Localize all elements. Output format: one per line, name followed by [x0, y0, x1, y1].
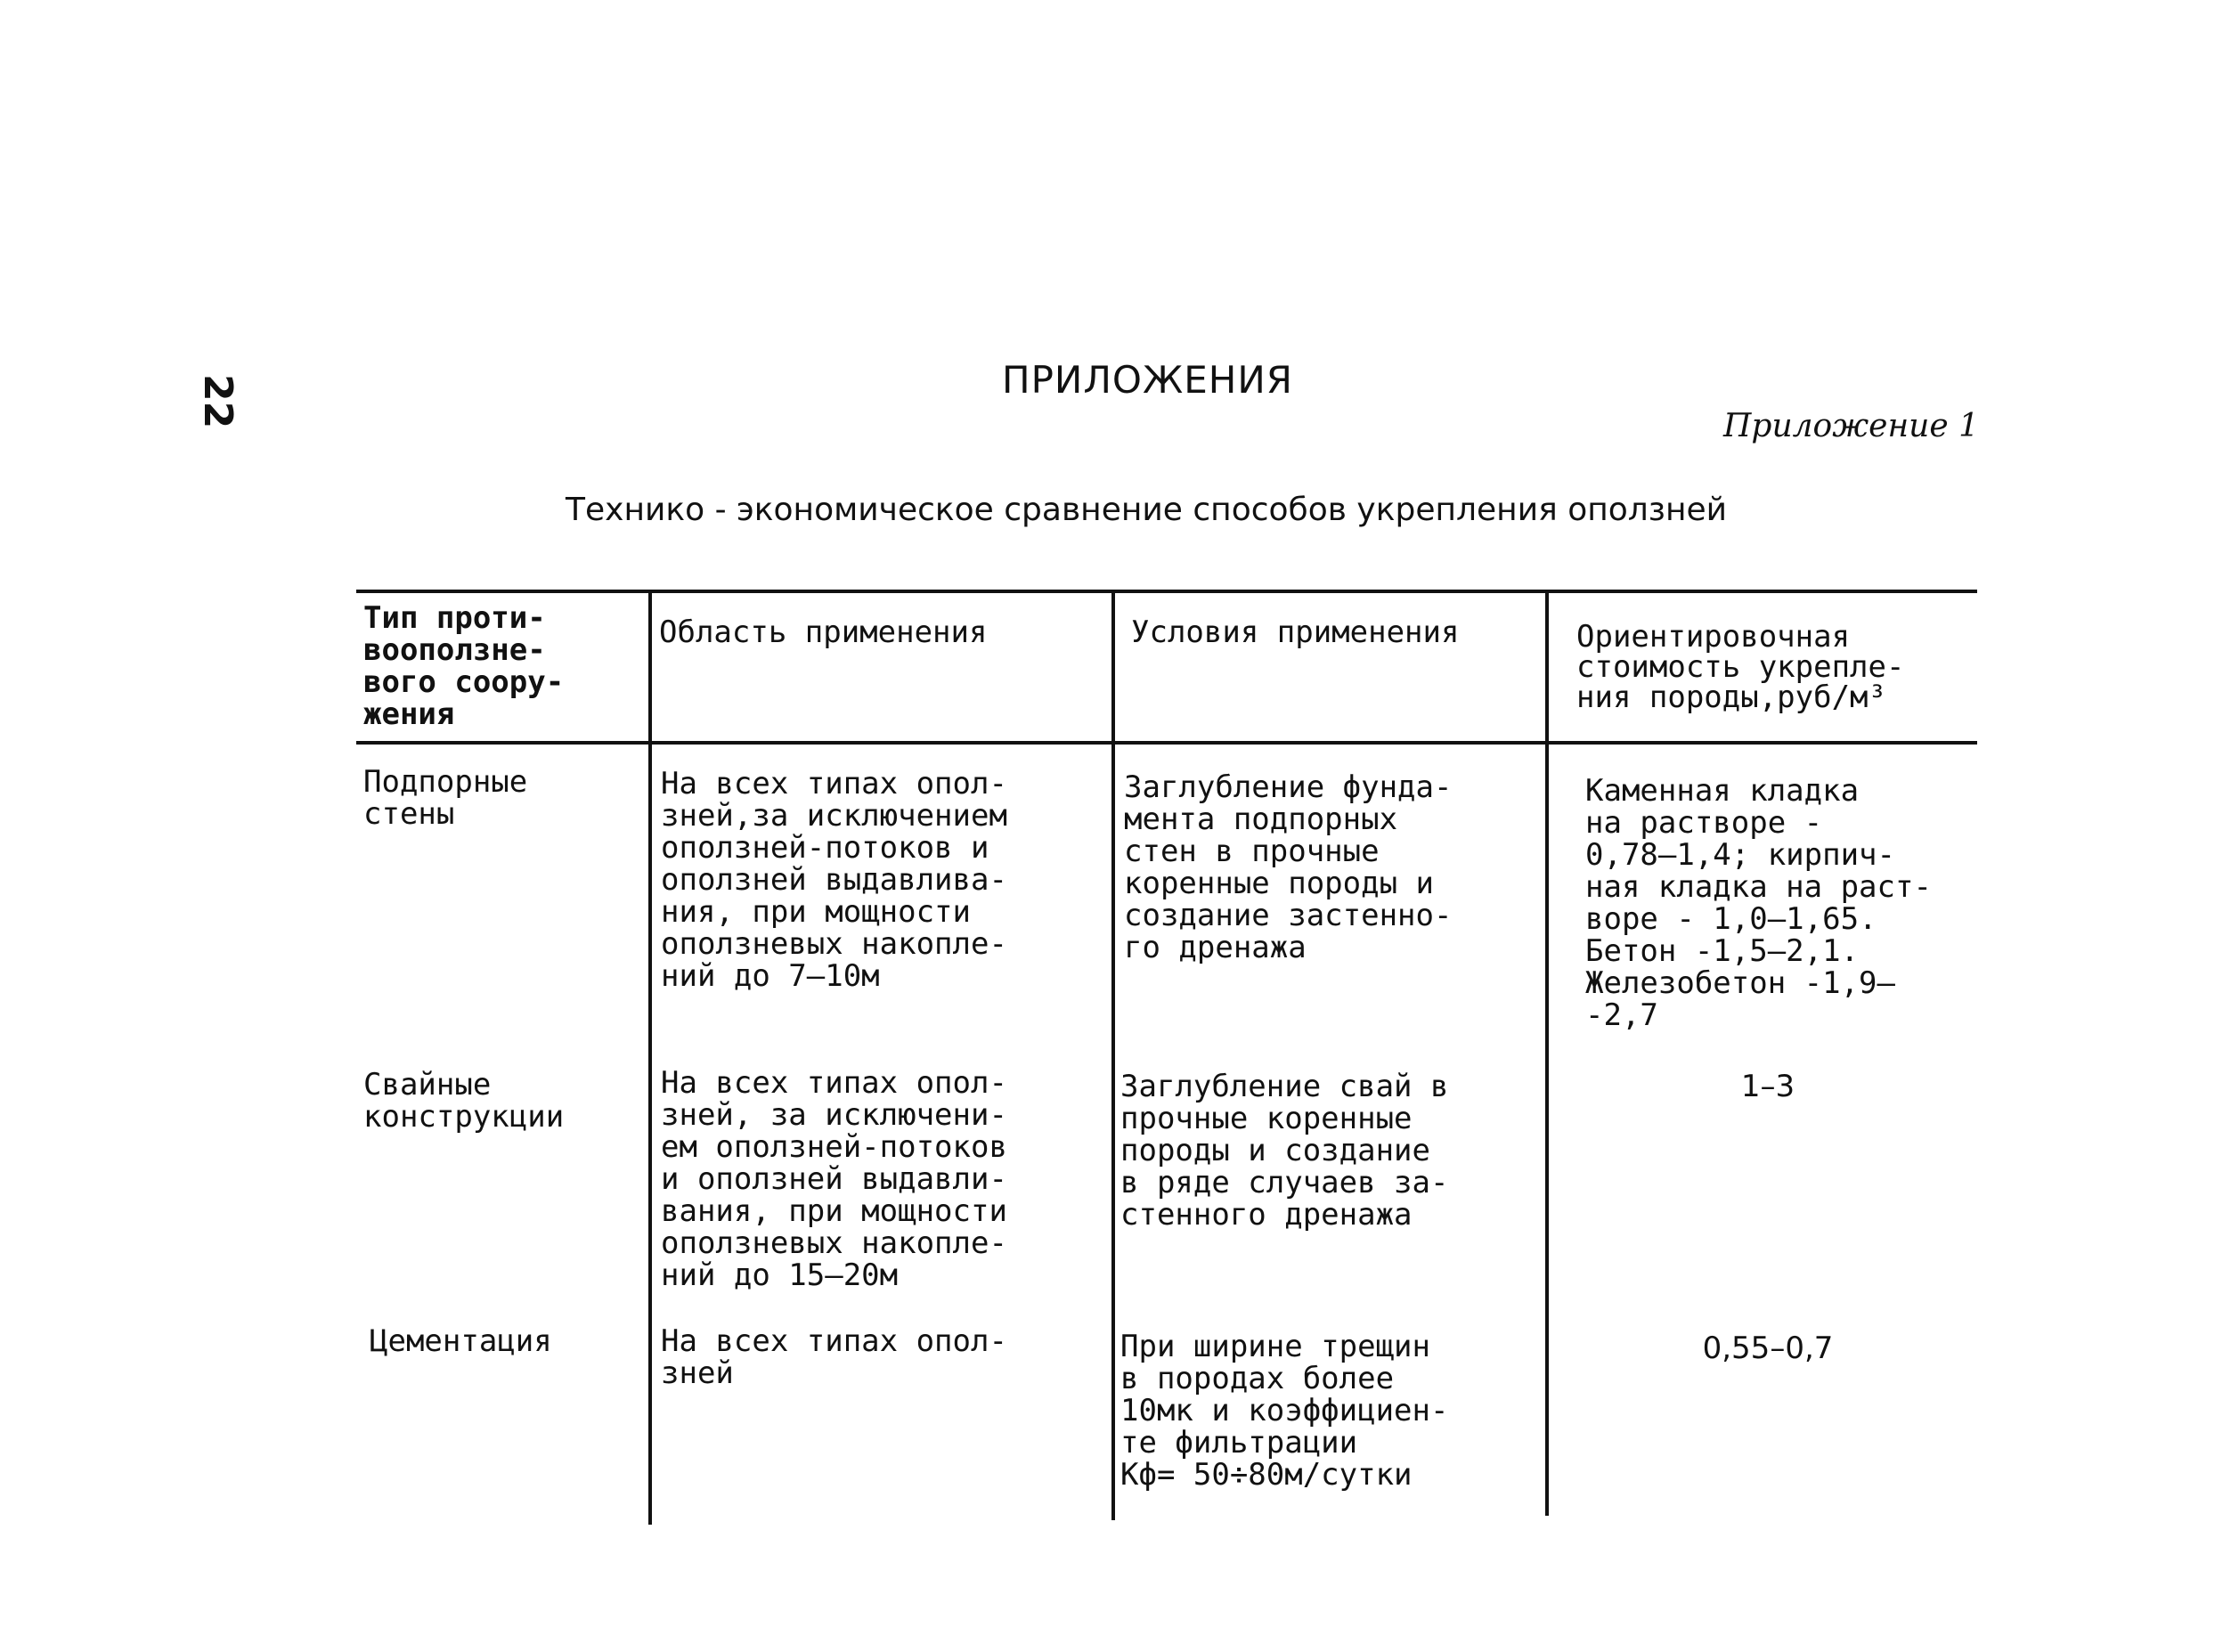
row-2-structure-type: Свайные конструкции	[363, 1067, 565, 1135]
row-3-structure-type: Цементация	[370, 1323, 552, 1359]
header-application-area: Область применения	[659, 614, 988, 650]
row-2-application-conditions: Заглубление свай в прочные коренные породы и создание в ряде случаев за- стенного дренажа	[1120, 1069, 1449, 1233]
row-2-approx-cost: 1–3	[1740, 1069, 1795, 1104]
comparison-table	[356, 590, 1977, 1529]
column-divider-3	[1545, 590, 1549, 1516]
row-1-approx-cost: Каменная кладка на растворе - 0,78–1,4; кирпич- ная кладка на раст- воре - 1,0–1,65. Бетон -1,5–2,1. Железобетон -1,9– -2,7	[1585, 773, 1932, 1033]
table-header-rule	[356, 741, 1977, 745]
row-3-approx-cost: 0,55–0,7	[1702, 1331, 1834, 1366]
table-top-rule	[356, 590, 1977, 593]
section-title: ПРИЛОЖЕНИЯ	[1002, 358, 1293, 402]
row-1-structure-type: Подпорные стены	[363, 764, 528, 832]
row-3-application-conditions: При ширине трещин в породах более 10мк и коэффициен- те фильтрации Kф= 50÷80м/сутки	[1120, 1329, 1449, 1493]
page-number: 22	[195, 374, 240, 429]
header-approx-cost: Ориентировочная стоимость укрепле- ния породы,руб/м³	[1576, 619, 1905, 715]
row-1-application-conditions: Заглубление фунда- мента подпорных стен в прочные коренные породы и создание застенно- го дренажа	[1124, 769, 1453, 965]
column-divider-2	[1111, 590, 1115, 1520]
header-application-conditions: Условия применения	[1131, 614, 1460, 650]
row-1-application-area: На всех типах опол- зней,за исключением оползней-потоков и оползней выдавлива- ния, при мощности оползневых накопле- ний до 7–10м	[661, 766, 1007, 994]
row-3-application-area: На всех типах опол- зней	[661, 1323, 1007, 1391]
table-title: Технико - экономическое сравнение способов укрепления оползней	[566, 492, 1728, 528]
column-divider-1	[648, 590, 652, 1525]
row-2-application-area: На всех типах опол- зней, за исключени- ем оползней-потоков и оползней выдавли- вания, при мощности оползневых накопле- ний до 15–20м	[661, 1065, 1007, 1293]
appendix-label: Приложение 1	[1723, 408, 1979, 444]
header-structure-type: Тип проти- вооползне- вого соору- жения	[363, 600, 565, 732]
